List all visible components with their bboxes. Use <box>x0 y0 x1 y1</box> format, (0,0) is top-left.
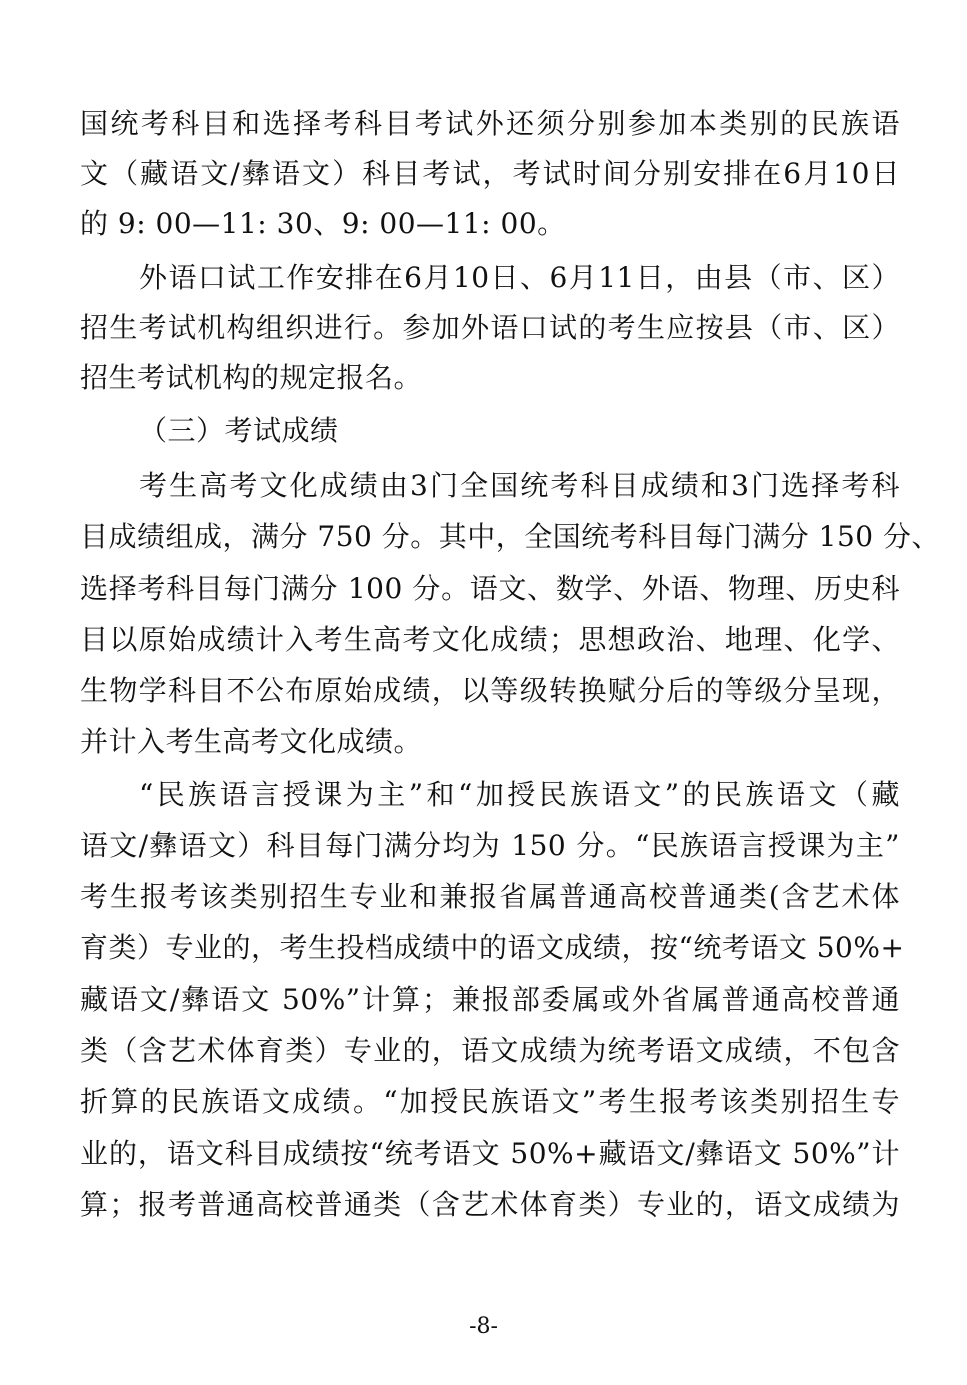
paragraph-2-line-2: 招生考试机构组织进行。参加外语口试的考生应按县（市、区） <box>80 311 900 344</box>
section-heading: （三）考试成绩 <box>139 414 339 447</box>
paragraph-3-line-3: 选择考科目每门满分 100 分。语文、数学、外语、物理、历史科 <box>80 572 900 605</box>
paragraph-4-line-6: 类（含艺术体育类）专业的，语文成绩为统考语文成绩，不包含 <box>80 1034 900 1067</box>
paragraph-4-line-2: 语文/彝语文）科目每门满分均为 150 分。“民族语言授课为主” <box>80 829 900 862</box>
paragraph-4-line-4: 育类）专业的，考生投档成绩中的语文成绩，按“统考语文 50%+ <box>80 931 905 964</box>
paragraph-3-line-2: 目成绩组成，满分 750 分。其中，全国统考科目每门满分 150 分、 <box>80 520 940 553</box>
paragraph-3-line-1: 考生高考文化成绩由3门全国统考科目成绩和3门选择考科 <box>139 469 900 502</box>
paragraph-4-line-3: 考生报考该类别招生专业和兼报省属普通高校普通类(含艺术体 <box>80 880 900 913</box>
paragraph-4-line-9: 算；报考普通高校普通类（含艺术体育类）专业的，语文成绩为 <box>80 1188 900 1221</box>
paragraph-3-line-5: 生物学科目不公布原始成绩，以等级转换赋分后的等级分呈现， <box>80 674 900 707</box>
paragraph-4-line-7: 折算的民族语文成绩。“加授民族语文”考生报考该类别招生专 <box>80 1085 900 1118</box>
paragraph-1-line-3: 的 9: 00—11: 30、9: 00—11: 00。 <box>80 207 566 240</box>
paragraph-1-line-1: 国统考科目和选择考科目考试外还须分别参加本类别的民族语 <box>80 107 900 140</box>
paragraph-3-line-4: 目以原始成绩计入考生高考文化成绩；思想政治、地理、化学、 <box>80 623 900 656</box>
paragraph-2-line-1: 外语口试工作安排在6月10日、6月11日，由县（市、区） <box>139 261 900 294</box>
page-number: -8- <box>469 1314 498 1339</box>
paragraph-3-line-6: 并计入考生高考文化成绩。 <box>80 725 423 758</box>
paragraph-4-line-1: “民族语言授课为主”和“加授民族语文”的民族语文（藏 <box>139 778 900 811</box>
paragraph-4-line-8: 业的，语文科目成绩按“统考语文 50%+藏语文/彝语文 50%”计 <box>80 1137 900 1170</box>
paragraph-2-line-3: 招生考试机构的规定报名。 <box>80 361 423 394</box>
paragraph-4-line-5: 藏语文/彝语文 50%”计算；兼报部委属或外省属普通高校普通 <box>80 983 900 1016</box>
paragraph-1-line-2: 文（藏语文/彝语文）科目考试，考试时间分别安排在6月10日 <box>80 157 900 190</box>
